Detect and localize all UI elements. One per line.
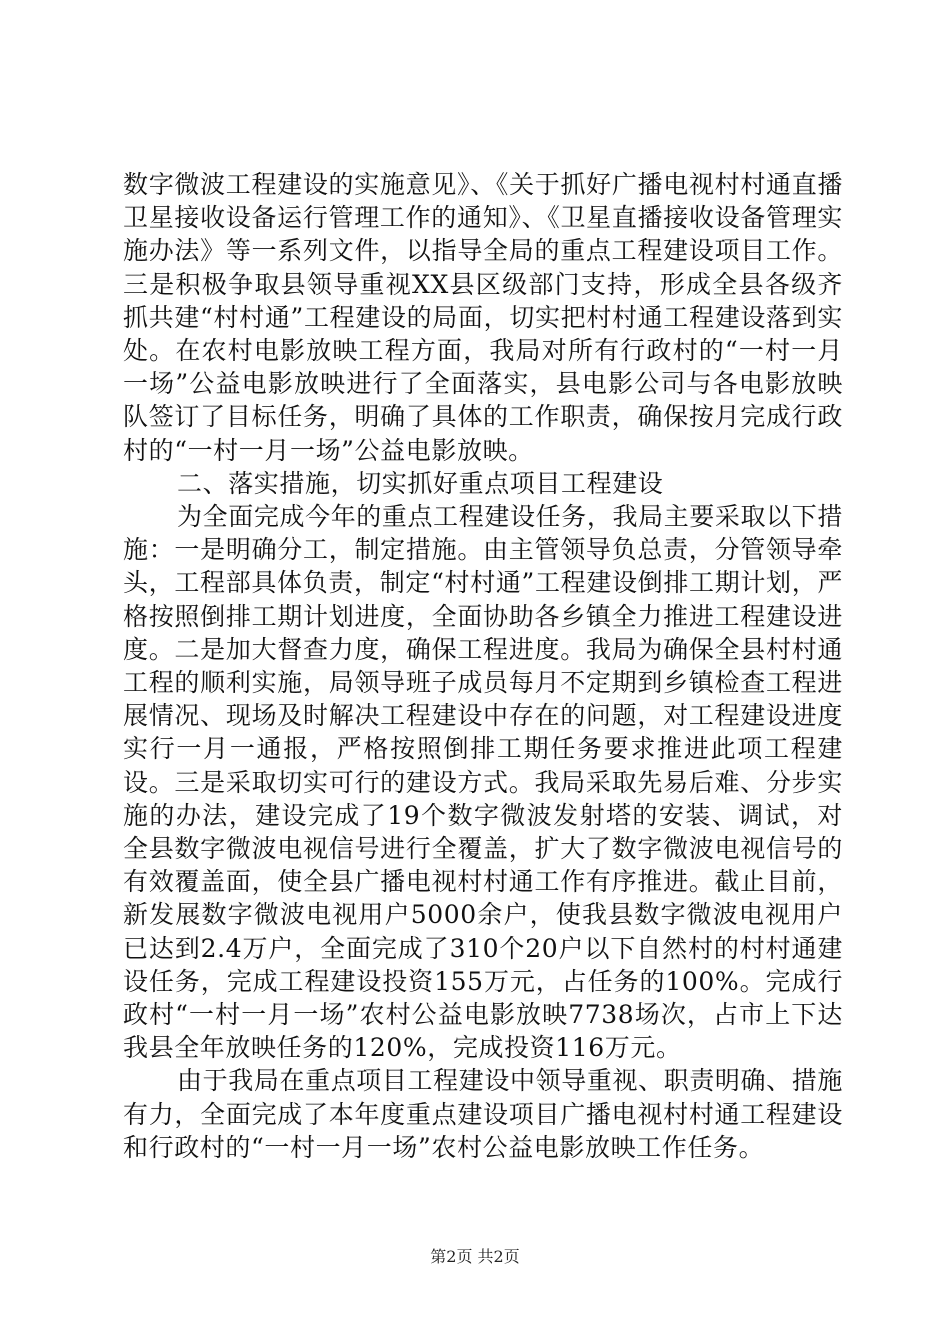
page-number-footer: 第2页 共2页 [430,1247,520,1266]
section-heading: 二、落实措施，切实抓好重点项目工程建设 [177,468,664,498]
paragraph-continuation: 数字微波工程建设的实施意见》、《关于抓好广播电视村村通直播卫星接收设备运行管理工作的通知》、《卫星直播接收设备管理实施办法》等一系列文件，以指导全局的重点工程建设项目工作。三是积极争取县领导重视XX县区级部门支持，形成全县各级齐抓共建“村村通”工程建设的局面，切实把村村通工程建设落到实处。在农村电影放映工程方面，我局对所有行政村的“一村一月一场”公益电影放映进行了全面落实，县电影公司与各电影放映队签订了目标任务，明确了具体的工作职责，确保按月完成行政村的“一村一月一场”公益电影放映。 [123,170,843,465]
paragraph-conclusion: 由于我局在重点项目工程建设中领导重视、职责明确、措施有力，全面完成了本年度重点建设项目广播电视村村通工程建设和行政村的“一村一月一场”农村公益电影放映工作任务。 [123,1066,843,1162]
document-body [123,168,843,1164]
paragraph-measures: 为全面完成今年的重点工程建设任务，我局主要采取以下措施：一是明确分工，制定措施。由主管领导负总责，分管领导牵头，工程部具体负责，制定“村村通”工程建设倒排工期计划，严格按照倒排工期计划进度，全面协助各乡镇全力推进工程建设进度。二是加大督查力度，确保工程进度。我局为确保全县村村通工程的顺利实施，局领导班子成员每月不定期到乡镇检查工程进展情况、现场及时解决工程建设中存在的问题，对工程建设进度实行一月一通报，严格按照倒排工期任务要求推进此项工程建设。三是采取切实可行的建设方式。我局采取先易后难、分步实施的办法，建设完成了19个数字微波发射塔的安装、调试，对全县数字微波电视信号进行全覆盖，扩大了数字微波电视信号的有效覆盖面，使全县广播电视村村通工作有序推进。截止目前，新发展数字微波电视用户5000余户，使我县数字微波电视用户已达到2.4万户，全面完成了310个20户以下自然村的村村通建设任务，完成工程建设投资155万元，占任务的100%。完成行政村“一村一月一场”农村公益电影放映7738场次，占市上下达我县全年放映任务的120%，完成投资116万元。 [123,502,843,1063]
